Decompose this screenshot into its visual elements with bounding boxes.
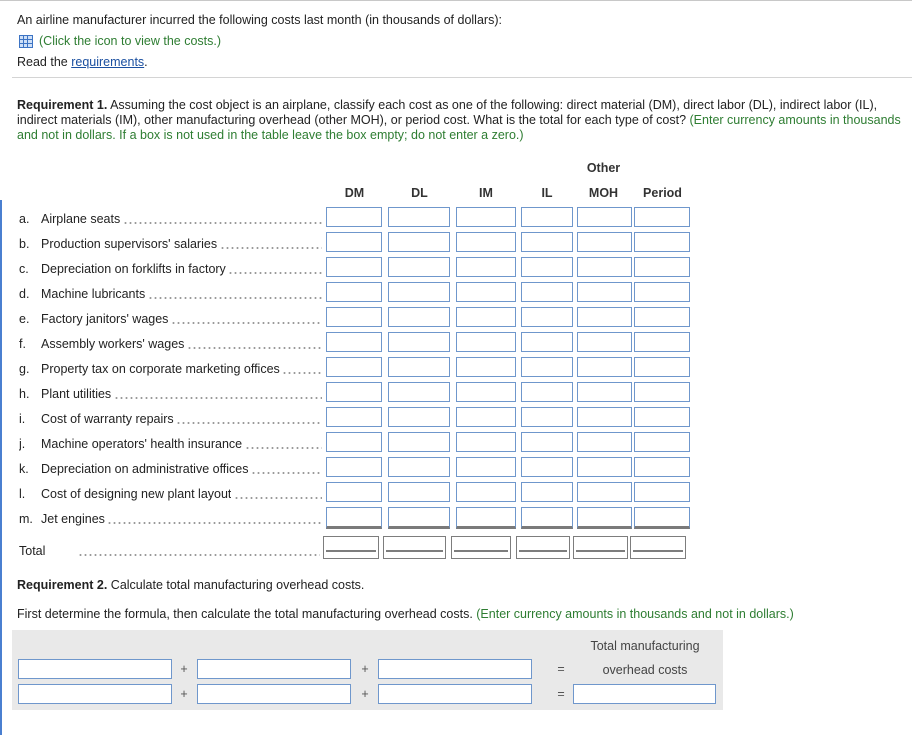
cell-moh-input[interactable] [577,482,632,502]
cost-row-label [19,312,168,328]
requirement-1-title: Requirement 1. [17,98,108,112]
total-im-input[interactable] [451,536,511,559]
cost-row-label [19,387,111,403]
cell-period-input[interactable] [634,257,690,277]
row-letter: d. [19,287,30,301]
row-letter: c. [19,262,29,276]
row-label-text: Machine operators' health insurance [41,437,243,451]
row-letter: g. [19,362,30,376]
total-period-input[interactable] [630,536,686,559]
row-letter: m. [19,512,33,526]
cell-dm-input[interactable] [326,307,382,327]
row-label-text: Plant utilities [41,387,112,401]
cost-row-label [19,262,226,278]
plus-sign: + [361,662,369,676]
requirements-link[interactable]: requirements [71,55,145,69]
row-letter: i. [19,412,26,426]
row-label-text: Factory janitors' wages [41,312,169,326]
formula-amount-input[interactable] [378,684,532,704]
cell-im-input[interactable] [456,257,516,277]
leader-dots [148,287,322,303]
cell-dl-input[interactable] [388,457,450,477]
row-letter: l. [19,487,26,501]
requirement-2-instruction-prefix: First determine the formula, then calculate the total manufacturing overhead costs. [17,607,477,621]
formula-label-input[interactable] [378,659,532,679]
row-letter: b. [19,237,30,251]
read-requirements-line [17,55,148,69]
plus-sign: + [180,687,188,701]
cell-moh-input[interactable] [577,282,632,302]
cell-im-input[interactable] [456,282,516,302]
cost-row-label [19,487,231,503]
leader-dots [107,512,322,528]
question-accent-bar [0,200,2,735]
cell-moh-input[interactable] [577,507,632,529]
row-label-text: Jet engines [41,512,105,526]
cell-moh-input[interactable] [577,357,632,377]
row-label-text: Airplane seats [41,212,121,226]
equals-sign: = [557,687,565,701]
cell-im-input[interactable] [456,407,516,427]
formula-amount-input[interactable] [18,684,172,704]
cell-dm-input[interactable] [326,382,382,402]
leader-dots [114,387,322,403]
row-label-text: Production supervisors' salaries [41,237,218,251]
leader-dots [123,212,322,228]
cell-im-input[interactable] [456,457,516,477]
requirement-1-instruction: (Enter currency amounts in thousands and not in dollars. If a box is not used in the table leave the box empty; do not enter a zero.) [17,113,901,142]
cell-period-input[interactable] [634,457,690,477]
cell-moh-input[interactable] [577,257,632,277]
cell-moh-input[interactable] [577,232,632,252]
top-divider [0,0,912,1]
cell-period-input[interactable] [634,332,690,352]
col-header-im: IM [479,186,493,200]
cell-dl-input[interactable] [388,307,450,327]
cost-row-label [19,462,249,478]
cell-im-input[interactable] [456,357,516,377]
total-dm-input[interactable] [323,536,379,559]
cost-row-label [19,337,184,353]
cell-period-input[interactable] [634,382,690,402]
formula-label-input[interactable] [197,659,351,679]
cell-il-input[interactable] [521,282,573,302]
cell-dl-input[interactable] [388,257,450,277]
cost-row-label [19,362,280,378]
leader-dots [176,412,322,428]
leader-dots [251,462,322,478]
cell-dl-input[interactable] [388,207,450,227]
cell-dm-input[interactable] [326,507,382,529]
requirement-2-body: Calculate total manufacturing overhead costs. [107,578,365,592]
cell-period-input[interactable] [634,432,690,452]
requirement-2-title: Requirement 2. [17,578,108,592]
cell-dm-input[interactable] [326,282,382,302]
cell-dm-input[interactable] [326,357,382,377]
leader-dots [78,544,320,560]
cell-dl-input[interactable] [388,282,450,302]
row-letter: k. [19,462,29,476]
cost-row-label [19,237,217,253]
requirement-1-body: Assuming the cost object is an airplane, classify each cost as one of the following: direct material (DM), direct labor (DL), indirect labor (IL), indirect materials (IM), other manufacturing overhead (other MOH), or period cost. What is the total for each type of cost? [17,98,878,127]
cell-moh-input[interactable] [577,332,632,352]
cell-period-input[interactable] [634,232,690,252]
col-header-other: Other [586,161,621,175]
requirement-2-instruction: (Enter currency amounts in thousands and not in dollars.) [476,607,794,621]
cell-dm-input[interactable] [326,257,382,277]
col-header-dl: DL [411,186,428,200]
cell-moh-input[interactable] [577,432,632,452]
cell-dl-input[interactable] [388,332,450,352]
cell-dl-input[interactable] [388,432,450,452]
cell-period-input[interactable] [634,407,690,427]
total-dl-input[interactable] [383,536,446,559]
leader-dots [282,362,322,378]
total-moh-result-input[interactable] [573,684,716,704]
table-grid-icon[interactable] [19,35,33,48]
read-prefix: Read the [17,55,72,69]
cell-period-input[interactable] [634,507,690,529]
equals-sign: = [557,662,565,676]
cell-il-input[interactable] [521,507,573,529]
row-letter: j. [19,437,26,451]
total-moh-input[interactable] [573,536,628,559]
section-divider [12,77,912,78]
cell-im-input[interactable] [456,232,516,252]
cell-il-input[interactable] [521,207,573,227]
cell-period-input[interactable] [634,282,690,302]
leader-dots [234,487,322,503]
col-header-dm: DM [344,186,365,200]
row-label-text: Cost of designing new plant layout [41,487,232,501]
leader-dots [220,237,322,253]
cell-im-input[interactable] [456,482,516,502]
cell-im-input[interactable] [456,507,516,529]
row-label-text: Machine lubricants [41,287,146,301]
cost-row-label [19,412,174,428]
cost-row-label [19,512,105,528]
cell-il-input[interactable] [521,407,573,427]
plus-sign: + [361,687,369,701]
cell-moh-input[interactable] [577,382,632,402]
result-header-line2: overhead costs [602,663,688,677]
cell-dl-input[interactable] [388,507,450,529]
cell-dl-input[interactable] [388,407,450,427]
cell-il-input[interactable] [521,357,573,377]
cell-dm-input[interactable] [326,207,382,227]
cell-period-input[interactable] [634,357,690,377]
total-row-label: Total [19,544,46,558]
read-suffix: . [144,55,148,69]
cell-il-input[interactable] [521,307,573,327]
formula-label-input[interactable] [18,659,172,679]
requirement-2-instruction-line [17,607,794,621]
cell-period-input[interactable] [634,207,690,227]
cell-moh-input[interactable] [577,457,632,477]
cell-dl-input[interactable] [388,357,450,377]
cell-il-input[interactable] [521,232,573,252]
cost-row-label [19,212,120,228]
cell-im-input[interactable] [456,432,516,452]
col-header-moh: MOH [588,186,619,200]
total-il-input[interactable] [516,536,570,559]
cell-dl-input[interactable] [388,232,450,252]
col-header-il: IL [541,186,553,200]
cell-im-input[interactable] [456,332,516,352]
row-label-text: Assembly workers' wages [41,337,185,351]
cell-dm-input[interactable] [326,457,382,477]
result-header-line1: Total manufacturing [590,639,700,653]
row-label-text: Depreciation on forklifts in factory [41,262,226,276]
row-letter: h. [19,387,30,401]
cell-dl-input[interactable] [388,382,450,402]
leader-dots [187,337,322,353]
row-label-text: Property tax on corporate marketing offices [41,362,280,376]
cell-il-input[interactable] [521,432,573,452]
cell-dm-input[interactable] [326,332,382,352]
cell-moh-input[interactable] [577,207,632,227]
formula-amount-input[interactable] [197,684,351,704]
cell-dm-input[interactable] [326,482,382,502]
cell-il-input[interactable] [521,382,573,402]
cell-period-input[interactable] [634,307,690,327]
cell-dm-input[interactable] [326,407,382,427]
row-label-text: Depreciation on administrative offices [41,462,249,476]
requirement-2-text [17,578,364,592]
view-costs-link[interactable]: (Click the icon to view the costs.) [39,34,222,48]
cell-im-input[interactable] [456,382,516,402]
cell-dm-input[interactable] [326,432,382,452]
cell-dm-input[interactable] [326,232,382,252]
cell-il-input[interactable] [521,257,573,277]
requirement-1-text [17,98,902,143]
cell-moh-input[interactable] [577,307,632,327]
row-letter: a. [19,212,30,226]
cell-im-input[interactable] [456,207,516,227]
leader-dots [228,262,322,278]
col-header-period: Period [643,186,682,200]
cell-im-input[interactable] [456,307,516,327]
row-letter: e. [19,312,30,326]
cell-dl-input[interactable] [388,482,450,502]
cell-moh-input[interactable] [577,407,632,427]
leader-dots [171,312,322,328]
row-label-text: Cost of warranty repairs [41,412,174,426]
cell-il-input[interactable] [521,457,573,477]
cost-row-label [19,287,145,303]
cell-period-input[interactable] [634,482,690,502]
cost-row-label [19,437,242,453]
intro-text: An airline manufacturer incurred the following costs last month (in thousands of dollars): [17,13,502,27]
cell-il-input[interactable] [521,482,573,502]
row-letter: f. [19,337,26,351]
leader-dots [245,437,322,453]
plus-sign: + [180,662,188,676]
cell-il-input[interactable] [521,332,573,352]
